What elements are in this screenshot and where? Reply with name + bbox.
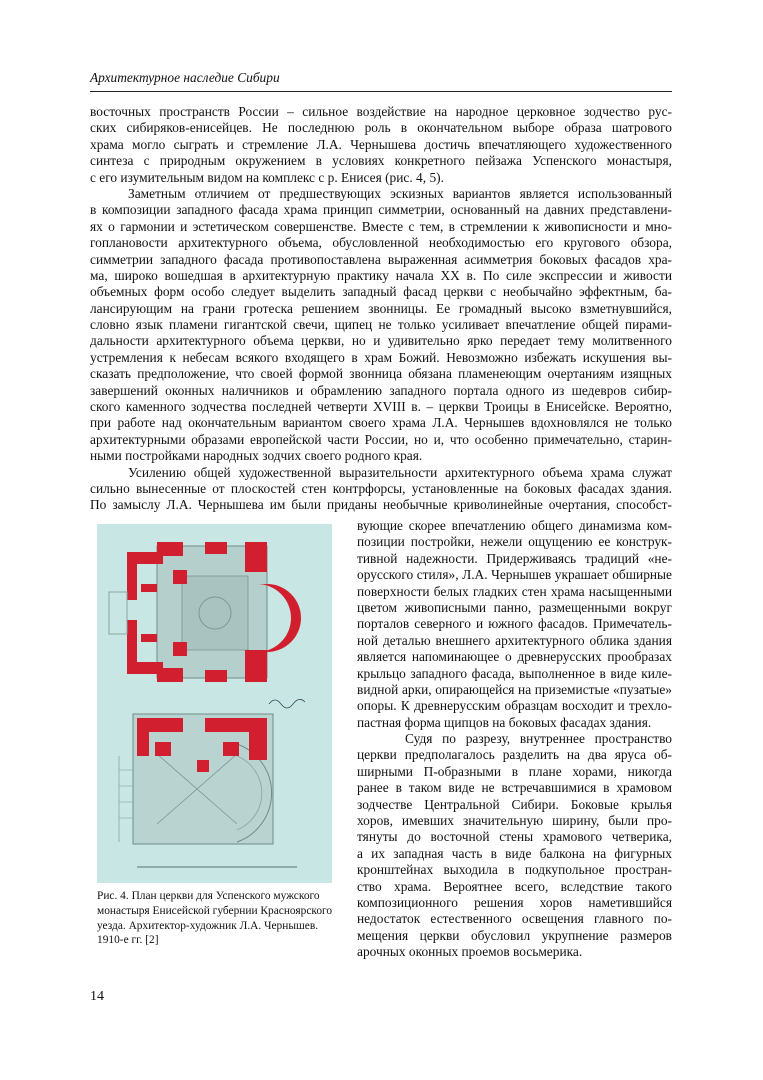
text-line: зодчестве Центральной Сибири. Боковые крылья: [357, 796, 672, 812]
page-number: 14: [90, 989, 104, 1004]
text-line: восточных пространств России – сильное воздействие на народное церковное зодчество рус-: [90, 104, 672, 119]
running-title: Архитектурное наследие Сибири: [90, 70, 280, 85]
text-line: архитектурными образами европейской части России, но и, что особенно примечательно, старин-: [90, 431, 672, 447]
text-line: поверхности белых гладких стен храма насыщенными: [357, 583, 672, 599]
text-line: ях о гармонии и эстетическом совершенстве. Вместе с тем, в стремлении к живописности и мно-: [90, 218, 672, 234]
text-line: ского каменного зодчества последней четверти XVIII в. – церкви Троицы в Енисейске. Вероятно,: [90, 399, 672, 415]
text-line: ширными П-образными в плане хорами, никогда: [357, 763, 672, 779]
text-line: ма, широко вошедшая в архитектурную практику начала XX в. По силе экспрессии и живости: [90, 267, 672, 283]
text-line: видной арки, опирающейся на приземистые «пузатые»: [357, 681, 672, 697]
text-line: является напоминающее о древнерусских прообразах: [357, 649, 672, 665]
text-line: в композиции западного фасада храма принцип симметрии, основанный на давних представлени-: [90, 202, 672, 218]
text-line: сказать предположение, что своей формой звонница обязана пламенеющим очертаниям изящных: [90, 366, 672, 382]
text-line: тянуты до восточной стены храмового четверика,: [357, 829, 672, 845]
text-line: тивной надежности. Придерживаясь традиций «не-: [357, 550, 672, 566]
church-plan-drawing: [97, 524, 332, 883]
text-line: ство храма. Вероятнее всего, вследствие такого: [357, 878, 672, 894]
text-line: а их западная часть в виде балкона на фигурных: [357, 845, 672, 861]
text-line: ными постройками народных зодчих своего родного края.: [90, 448, 423, 464]
text-line: ранее в таком виде не встречавшимися в храмовом: [357, 780, 672, 796]
text-line: храма могло сыграть и стремление Л.А. Чернышева достичь впечатляющего художественного: [90, 136, 672, 152]
text-line: пастная форма щипцов на боковых фасадах здания.: [357, 714, 652, 730]
header-rule: [90, 91, 672, 92]
text-line: с его изумительным видом на комплекс с р. Енисея (рис. 4, 5).: [90, 169, 444, 185]
text-line: хоров, имевших значительную ширину, были про-: [357, 813, 672, 829]
text-line: цветом живописными панно, размещенными вокруг: [357, 599, 672, 615]
text-line: симметрии западного фасада противопоставлена выраженная асимметрия боковых фасадов хра-: [90, 251, 672, 267]
text-line: кронштейнах выходила в подкупольное простран-: [357, 862, 672, 878]
text-line: ских сибиряков-енисейцев. Не последнюю роль в окончательном выборе образа шатрового: [90, 120, 672, 136]
body-text-full-width: [90, 104, 672, 514]
text-line: устремления к небесам всякого входящего в храм Божий. Невозможно избежать искушения вы-: [90, 349, 672, 365]
text-line: вующие скорее впечатлению общего динамизма ком-: [357, 518, 672, 533]
text-line: мещения церкви обусловил укрупнение размеров: [357, 927, 672, 943]
text-line: арочных оконных проемов восьмерика.: [357, 944, 583, 960]
text-line: опоры. К древнерусским образцам восходит и трехло-: [357, 698, 672, 714]
text-line: По замыслу Л.А. Чернышева им были приданы необычные криволинейные очертания, способст-: [90, 497, 672, 513]
text-line: ной деталью внешнего архитектурного облика здания: [357, 632, 672, 648]
caption-line: 1910-е гг. [2]: [97, 934, 159, 947]
text-line: объемных форм особо следует выделить западный фасад церкви с необычайно эффектным, ба-: [90, 284, 672, 300]
text-line: словно язык пламени гигантской свечи, щипец не только усиливает впечатление общей пирами-: [90, 317, 672, 333]
text-line: Судя по разрезу, внутреннее пространство: [405, 731, 672, 747]
text-line: церкви предполагалось разделить на два яруса об-: [357, 747, 672, 763]
figure-caption: [97, 889, 342, 948]
caption-line: монастыря Енисейской губернии Красноярского: [97, 904, 333, 917]
text-line: орусского стиля», Л.А. Чернышев украшает обширные: [357, 567, 672, 583]
text-line: гоплановости архитектурного объема, обусловленной необходимостью его кругового обзора,: [90, 235, 672, 251]
text-line: композиционного решения хоров наметившийся: [357, 894, 672, 910]
text-line: дальности архитектурного объема церкви, но и удивительно ярко передает тему молитвенного: [90, 333, 672, 349]
text-line: Заметным отличием от предшествующих эскизных вариантов является использованный: [128, 185, 672, 201]
text-line: лансирующим на грани гротеска решением звонницы. Ее громадный высоко взметнувшийся,: [90, 300, 672, 316]
text-line: Усилению общей художественной выразительности архитектурного объема храма служат: [128, 464, 672, 480]
text-line: недостаток естественного освещения главного по-: [357, 911, 672, 927]
text-line: синтеза с природным окружением в условиях конкретного пейзажа Успенского монастыря,: [90, 153, 672, 169]
text-line: позиции постройки, нежели ощущению ее конструк-: [357, 534, 672, 550]
text-line: при работе над окончательным вариантом своего храма Л.А. Чернышев вдохновлялся не только: [90, 415, 672, 431]
caption-line: Рис. 4. План церкви для Успенского мужского: [97, 890, 320, 902]
caption-line: уезда. Архитектор-художник Л.А. Чернышев.: [97, 919, 319, 932]
text-line: крыльцо западного фасада, выполненное в виде киле-: [357, 665, 672, 681]
lower-plan: [119, 714, 273, 844]
text-line: завершений оконных наличников и обрамлению западного портала одного из шедевров сибир-: [90, 382, 672, 398]
figure-church-plan: [97, 524, 332, 883]
body-text-right-column: [357, 518, 672, 961]
text-line: порталов северного и южного фасадов. Примечатель-: [357, 616, 672, 632]
text-line: сильно вынесенные от плоскостей стен контрфорсы, установленные на боковых фасадах здания.: [90, 480, 672, 496]
